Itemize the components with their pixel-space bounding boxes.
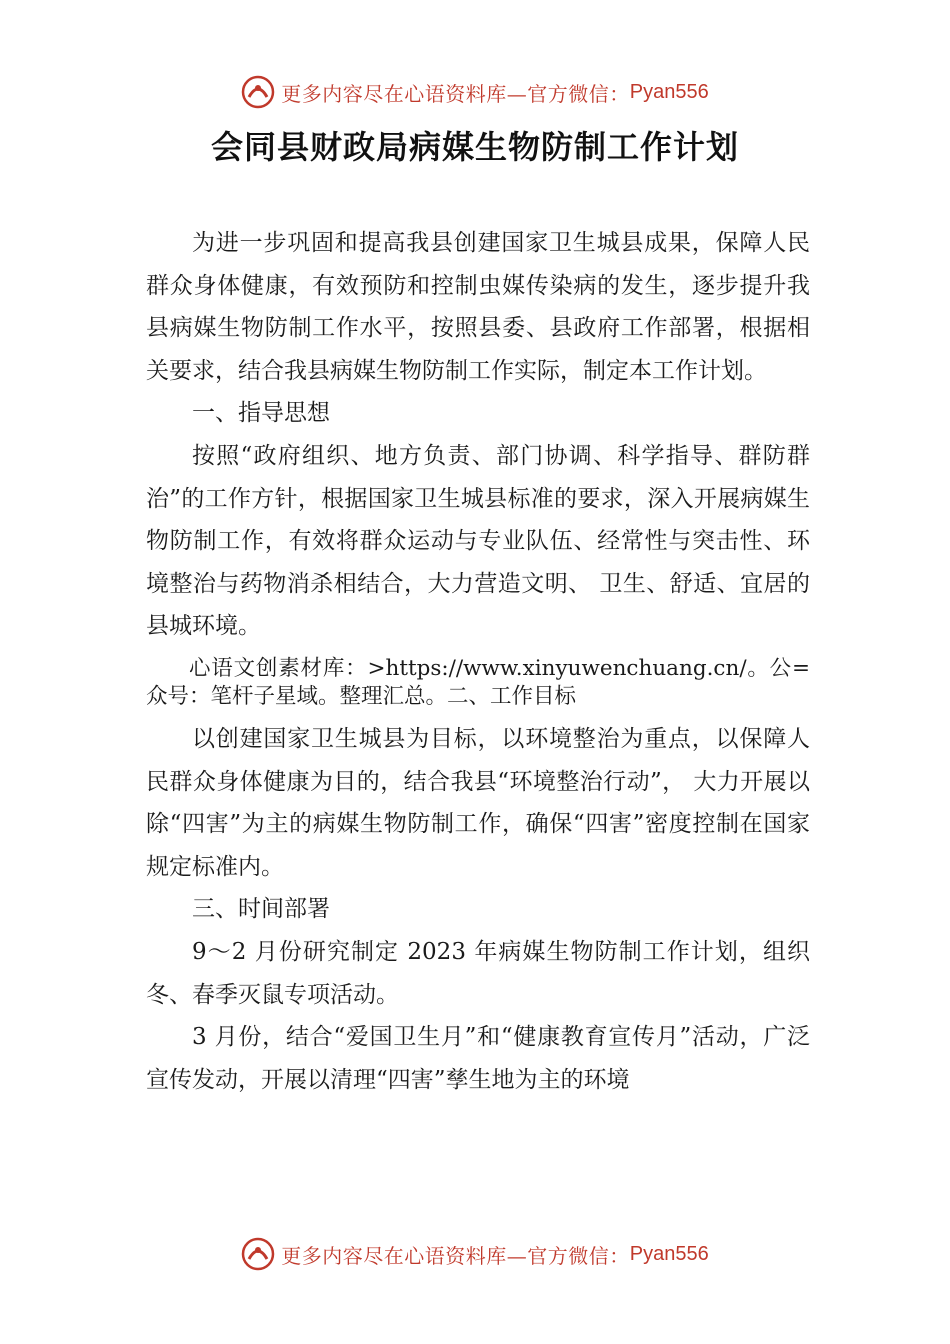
footer-banner xyxy=(0,1232,950,1276)
paragraph-schedule-2: 3 月份，结合“爱国卫生月”和“健康教育宣传月”活动，广泛宣传发动，开展以清理“四害”孳生地为主的环境 xyxy=(146,1024,810,1093)
paragraph-source-note: 心语文创素材库：>https://www.xinyuwenchuang.cn/。公=众号：笔杆子星域。整理汇总。二、工作目标 xyxy=(146,655,810,709)
section-heading-3: 三、时间部署 xyxy=(192,896,330,923)
document-title: 会同县财政局病媒生物防制工作计划 xyxy=(210,128,739,166)
paragraph-goal: 以创建国家卫生城县为目标，以环境整治为重点，以保障人民群众身体健康为目的，结合我县“环境整治行动”， 大力开展以除“四害”为主的病媒生物防制工作，确保“四害”密度控制在国家规定标准内。 xyxy=(146,725,810,880)
section-heading-1: 一、指导思想 xyxy=(192,400,330,427)
banner-text: 更多内容尽在心语资料库—官方微信： xyxy=(281,1243,630,1268)
library-logo-icon xyxy=(241,1237,275,1271)
paragraph-schedule-1: 9～2 月份研究制定 2023 年病媒生物防制工作计划，组织冬、春季灭鼠专项活动。 xyxy=(146,938,810,1008)
wechat-id: Pyan556 xyxy=(629,1242,709,1265)
paragraph-guiding-principle: 按照“政府组织、地方负责、部门协调、科学指导、群防群治”的工作方针，根据国家卫生城县标准的要求，深入开展病媒生物防制工作，有效将群众运动与专业队伍、经常性与突击性、环境整治与药物消杀相结合，大力营造文明、 卫生、舒适、宜居的县城环境。 xyxy=(146,442,810,640)
banner-text: 更多内容尽在心语资料库—官方微信： xyxy=(281,81,630,106)
header-banner xyxy=(0,70,950,114)
paragraph-intro: 为进一步巩固和提高我县创建国家卫生城县成果，保障人民群众身体健康，有效预防和控制虫媒传染病的发生，逐步提升我县病媒生物防制工作水平，按照县委、县政府工作部署，根据相关要求，结合我县病媒生物防制工作实际，制定本工作计划。 xyxy=(146,230,810,384)
wechat-id: Pyan556 xyxy=(629,80,709,103)
library-logo-icon xyxy=(241,75,275,109)
document-body xyxy=(146,222,810,1101)
